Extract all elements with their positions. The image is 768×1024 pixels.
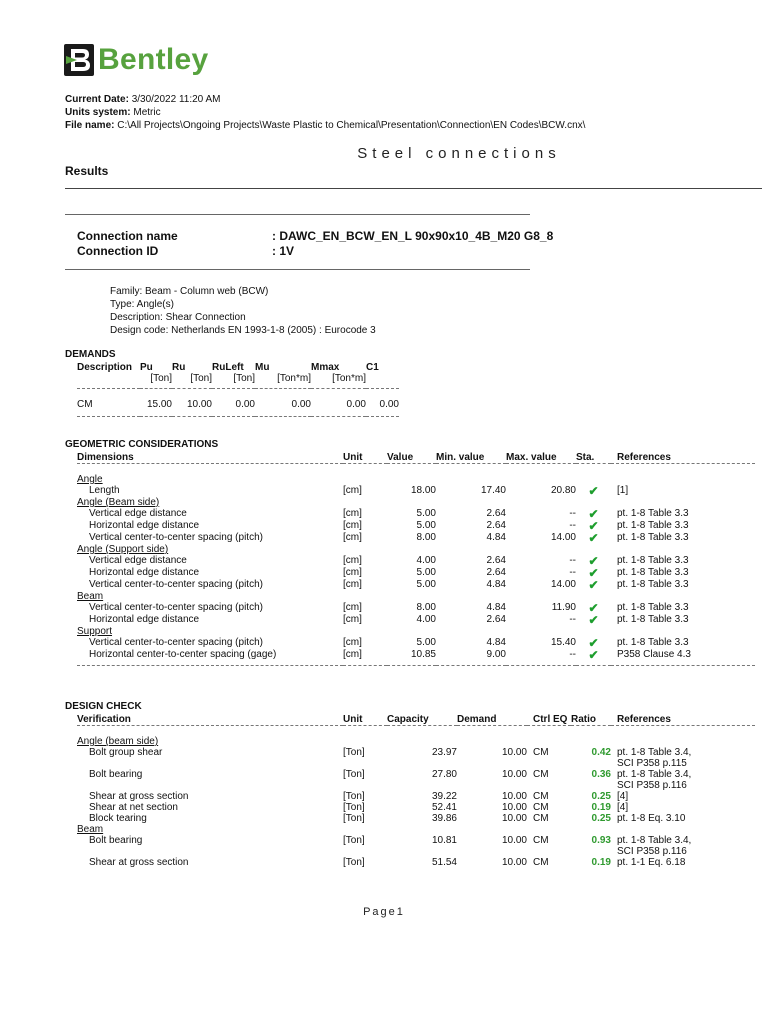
check-icon: ✔ [588,554,599,568]
dashed-divider [77,410,399,417]
dimension-name: Horizontal edge distance [89,567,200,578]
dimension-name: Horizontal edge distance [89,520,200,531]
capacity-cell: 39.22 [431,791,457,802]
demands-cell: 15.00 [146,399,172,410]
min-value-cell: 2.64 [486,520,506,531]
dashed-divider [77,464,755,475]
design-header-row [77,714,755,726]
group-label: Beam [77,591,104,602]
value-cell: 4.00 [416,614,436,625]
demands-header-cell: RuLeft [212,362,244,373]
design-check-heading: DESIGN CHECK [65,701,142,712]
value-cell: 8.00 [416,602,436,613]
value-cell: 5.00 [416,508,436,519]
unit-cell: [cm] [343,555,362,566]
verification-name: Bolt group shear [89,747,163,758]
reference-line: pt. 1-1 Eq. 6.18 [617,857,686,868]
geometric-group-row [77,626,755,637]
demands-cell: 0.00 [291,399,311,410]
ratio-cell: 0.25 [591,813,611,824]
check-icon: ✔ [588,531,599,545]
min-value-cell: 2.64 [486,614,506,625]
max-value-cell: -- [569,520,576,531]
reference-line: SCI P358 p.116 [617,780,687,791]
min-value-cell: 4.84 [486,637,506,648]
ratio-cell: 0.42 [591,747,611,758]
verification-name: Bolt bearing [89,835,143,846]
check-icon: ✔ [588,484,599,498]
design-header-cell: Demand [457,714,497,725]
connection-header [77,229,553,259]
verification-name: Block tearing [89,813,147,824]
document-title: Steel connections [357,145,561,162]
unit-cell: [Ton] [343,813,365,824]
dimension-name: Vertical center-to-center spacing (pitch) [89,532,263,543]
dimension-name: Horizontal edge distance [89,614,200,625]
demands-unit-cell: [Ton*m] [277,373,311,384]
ratio-cell: 0.25 [591,791,611,802]
geometric-row [77,485,755,497]
units-line [65,106,585,119]
connection-name-value: : DAWC_EN_BCW_EN_L 90x90x10_4B_M20 G8_8 [272,229,554,243]
min-value-cell: 2.64 [486,555,506,566]
reference-cell: pt. 1-8 Table 3.3 [617,579,689,590]
geometric-group-row [77,497,755,508]
demands-unit-cell: [Ton] [190,373,212,384]
reference-line: SCI P358 p.116 [617,846,687,857]
geometric-row [77,602,755,614]
dimension-name: Vertical edge distance [89,555,187,566]
demands-unit-cell [77,373,140,389]
design-row [77,857,755,868]
geometric-row [77,532,755,544]
max-value-cell: 14.00 [550,579,576,590]
demands-header-cell: Mmax [311,362,340,373]
ctrl-eq-cell: CM [533,747,549,758]
capacity-cell: 39.86 [431,813,457,824]
design-row [77,769,755,791]
geometric-group-row [77,544,755,555]
unit-cell: [cm] [343,637,362,648]
design-header-cell: Capacity [387,714,429,725]
dashed-divider [77,389,399,400]
check-icon: ✔ [588,578,599,592]
demand-cell: 10.00 [501,835,527,846]
verification-name: Shear at net section [89,802,178,813]
connection-name-label: Connection name [77,229,178,243]
reference-cell [611,813,755,824]
check-icon: ✔ [588,613,599,627]
value-cell: 4.00 [416,555,436,566]
reference-cell: [1] [617,485,629,496]
reference-cell: pt. 1-8 Table 3.3 [617,532,689,543]
geometric-row [77,508,755,520]
geometric-header-cell: Dimensions [77,452,134,463]
capacity-cell: 52.41 [431,802,457,813]
demands-cell: CM [77,399,93,410]
family-line: Family: Beam - Column web (BCW) [110,286,269,297]
demands-cell: 0.00 [235,399,255,410]
geometric-row [77,555,755,567]
design-separator [77,726,755,737]
geometric-group-row [77,591,755,602]
bentley-b-icon [64,44,94,76]
geometric-header-cell: Min. value [436,452,485,463]
connection-id-label: Connection ID [77,244,159,258]
value-cell: 18.00 [410,485,436,496]
reference-line: pt. 1-8 Table 3.4, [617,747,692,758]
geometric-row [77,520,755,532]
unit-cell: [Ton] [343,769,365,780]
type-line: Type: Angle(s) [110,299,174,310]
value-cell: 8.00 [416,532,436,543]
max-value-cell: -- [569,567,576,578]
design-header-cell: Ratio [571,714,596,725]
units-value: Metric [133,107,161,118]
capacity-cell: 27.80 [431,769,457,780]
min-value-cell: 17.40 [480,485,506,496]
demand-cell: 10.00 [501,747,527,758]
reference-cell [611,791,755,802]
unit-cell: [Ton] [343,802,365,813]
design-group-row [77,824,755,835]
capacity-cell: 23.97 [431,747,457,758]
ctrl-eq-cell: CM [533,813,549,824]
unit-cell: [cm] [343,508,362,519]
divider [65,214,530,215]
divider [65,269,530,270]
file-value: C:\All Projects\Ongoing Projects\Waste Plastic to Chemical\Presentation\Connection\EN Codes\BCW.cnx\ [117,120,586,131]
reference-line: [4] [617,802,629,813]
group-label: Support [77,626,113,637]
reference-cell: pt. 1-8 Table 3.3 [617,637,689,648]
design-check-table [77,714,755,868]
demands-table [77,362,399,417]
connection-info [110,285,376,337]
geometric-separator [77,464,755,475]
dashed-divider [77,726,755,737]
demands-header-cell: Pu [140,362,153,373]
results-heading: Results [65,164,109,178]
geometric-header-row [77,452,755,464]
bentley-logo [64,44,208,76]
verification-name: Bolt bearing [89,769,143,780]
min-value-cell: 9.00 [486,649,506,660]
ctrl-eq-cell: CM [533,857,549,868]
demands-header-cell: Mu [255,362,270,373]
divider [65,188,762,189]
check-icon: ✔ [588,601,599,615]
reference-cell [611,802,755,813]
unit-cell: [Ton] [343,857,365,868]
reference-line: pt. 1-8 Table 3.4, [617,769,692,780]
demands-cell: 0.00 [346,399,366,410]
reference-cell [611,769,755,791]
geometric-header-cell: Unit [343,452,363,463]
dimension-name: Vertical center-to-center spacing (pitch) [89,602,263,613]
capacity-cell: 10.81 [431,835,457,846]
ratio-cell: 0.19 [591,802,611,813]
check-icon: ✔ [588,566,599,580]
demand-cell: 10.00 [501,769,527,780]
check-icon: ✔ [588,507,599,521]
dashed-divider [77,661,755,666]
unit-cell: [cm] [343,602,362,613]
demands-header-cell: Description [77,362,133,373]
reference-cell: pt. 1-8 Table 3.3 [617,508,689,519]
geometric-heading: GEOMETRIC CONSIDERATIONS [65,439,219,450]
unit-cell: [cm] [343,532,362,543]
max-value-cell: -- [569,649,576,660]
current-date-value: 3/30/2022 11:20 AM [131,94,221,105]
demands-unit-cell [366,373,399,389]
verification-name: Shear at gross section [89,857,189,868]
demand-cell: 10.00 [501,813,527,824]
demands-row [77,399,399,410]
unit-cell: [cm] [343,520,362,531]
verification-name: Shear at gross section [89,791,189,802]
unit-cell: [Ton] [343,835,365,846]
design-row [77,791,755,802]
demands-heading: DEMANDS [65,349,116,360]
reference-cell: pt. 1-8 Table 3.3 [617,602,689,613]
reference-cell [611,857,755,868]
max-value-cell: -- [569,614,576,625]
max-value-cell: 20.80 [550,485,576,496]
min-value-cell: 4.84 [486,532,506,543]
max-value-cell: 15.40 [550,637,576,648]
ctrl-eq-cell: CM [533,802,549,813]
connection-id-value: : 1V [272,244,295,258]
dimension-name: Vertical center-to-center spacing (pitch) [89,637,263,648]
demands-unit-cell: [Ton] [150,373,172,384]
unit-cell: [cm] [343,579,362,590]
value-cell: 5.00 [416,579,436,590]
unit-cell: [cm] [343,485,362,496]
file-line [65,119,585,132]
check-icon: ✔ [588,519,599,533]
min-value-cell: 4.84 [486,579,506,590]
geometric-header-cell: References [617,452,671,463]
check-icon: ✔ [588,636,599,650]
dimension-name: Horizontal center-to-center spacing (gage) [89,649,277,660]
design-code-line: Design code: Netherlands EN 1993-1-8 (2005) : Eurocode 3 [110,325,376,336]
ctrl-eq-cell: CM [533,769,549,780]
max-value-cell: -- [569,508,576,519]
design-row [77,813,755,824]
geometric-header-cell: Max. value [506,452,557,463]
dimension-name: Length [89,485,120,496]
group-label: Angle (Beam side) [77,497,160,508]
max-value-cell: 14.00 [550,532,576,543]
capacity-cell: 51.54 [431,857,457,868]
demands-units-row [77,373,399,389]
demands-header-row [77,362,399,373]
geometric-row [77,614,755,626]
logo-wordmark: Bentley [98,43,209,76]
geometric-header-cell: Sta. [576,452,595,463]
ctrl-eq-cell: CM [533,835,549,846]
max-value-cell: -- [569,555,576,566]
value-cell: 5.00 [416,520,436,531]
geometric-table [77,452,755,666]
design-row [77,747,755,769]
dimension-name: Vertical edge distance [89,508,187,519]
geometric-row [77,567,755,579]
demands-unit-cell: [Ton*m] [332,373,366,384]
unit-cell: [cm] [343,649,362,660]
design-row [77,835,755,857]
description-line: Description: Shear Connection [110,312,246,323]
page-number: Page1 [363,906,405,918]
geometric-row [77,649,755,661]
reference-line: [4] [617,791,629,802]
reference-cell [611,747,755,769]
geometric-separator [77,661,755,666]
reference-cell: pt. 1-8 Table 3.3 [617,520,689,531]
reference-line: pt. 1-8 Table 3.4, [617,835,692,846]
geometric-group-row [77,474,755,485]
document-meta [65,93,585,132]
design-header-cell: Ctrl EQ [533,714,568,725]
units-label: Units system: [65,107,131,118]
demand-cell: 10.00 [501,802,527,813]
design-header-cell: Verification [77,714,131,725]
reference-cell: P358 Clause 4.3 [617,649,691,660]
design-group-row [77,736,755,747]
ratio-cell: 0.36 [591,769,611,780]
reference-line: SCI P358 p.115 [617,758,687,769]
unit-cell: [cm] [343,567,362,578]
demands-header-cell: C1 [366,362,379,373]
group-label: Angle (beam side) [77,736,159,747]
demands-separator [77,389,399,400]
ctrl-eq-cell: CM [533,791,549,802]
max-value-cell: 11.90 [551,602,576,613]
geometric-row [77,579,755,591]
design-header-cell: Unit [343,714,363,725]
reference-cell: pt. 1-8 Table 3.3 [617,555,689,566]
demands-cell: 0.00 [379,399,399,410]
demands-header-cell: Ru [172,362,186,373]
design-header-cell: References [617,714,671,725]
check-icon: ✔ [588,648,599,662]
unit-cell: [Ton] [343,791,365,802]
min-value-cell: 2.64 [486,567,506,578]
min-value-cell: 4.84 [486,602,506,613]
value-cell: 10.85 [410,649,436,660]
reference-cell [611,835,755,857]
file-label: File name: [65,120,115,131]
value-cell: 5.00 [416,637,436,648]
unit-cell: [cm] [343,614,362,625]
demand-cell: 10.00 [501,857,527,868]
reference-cell: pt. 1-8 Table 3.3 [617,567,689,578]
min-value-cell: 2.64 [486,508,506,519]
group-label: Angle (Support side) [77,544,169,555]
group-label: Beam [77,824,104,835]
unit-cell: [Ton] [343,747,365,758]
geometric-row [77,637,755,649]
demands-cell: 10.00 [186,399,212,410]
current-date-line [65,93,585,106]
demands-unit-cell: [Ton] [233,373,255,384]
ratio-cell: 0.19 [591,857,611,868]
demands-separator [77,410,399,417]
ratio-cell: 0.93 [591,835,611,846]
reference-line: pt. 1-8 Eq. 3.10 [617,813,686,824]
current-date-label: Current Date: [65,94,129,105]
group-label: Angle [77,474,103,485]
reference-cell: pt. 1-8 Table 3.3 [617,614,689,625]
design-row [77,802,755,813]
value-cell: 5.00 [416,567,436,578]
geometric-header-cell: Value [387,452,414,463]
dimension-name: Vertical center-to-center spacing (pitch) [89,579,263,590]
demand-cell: 10.00 [501,791,527,802]
